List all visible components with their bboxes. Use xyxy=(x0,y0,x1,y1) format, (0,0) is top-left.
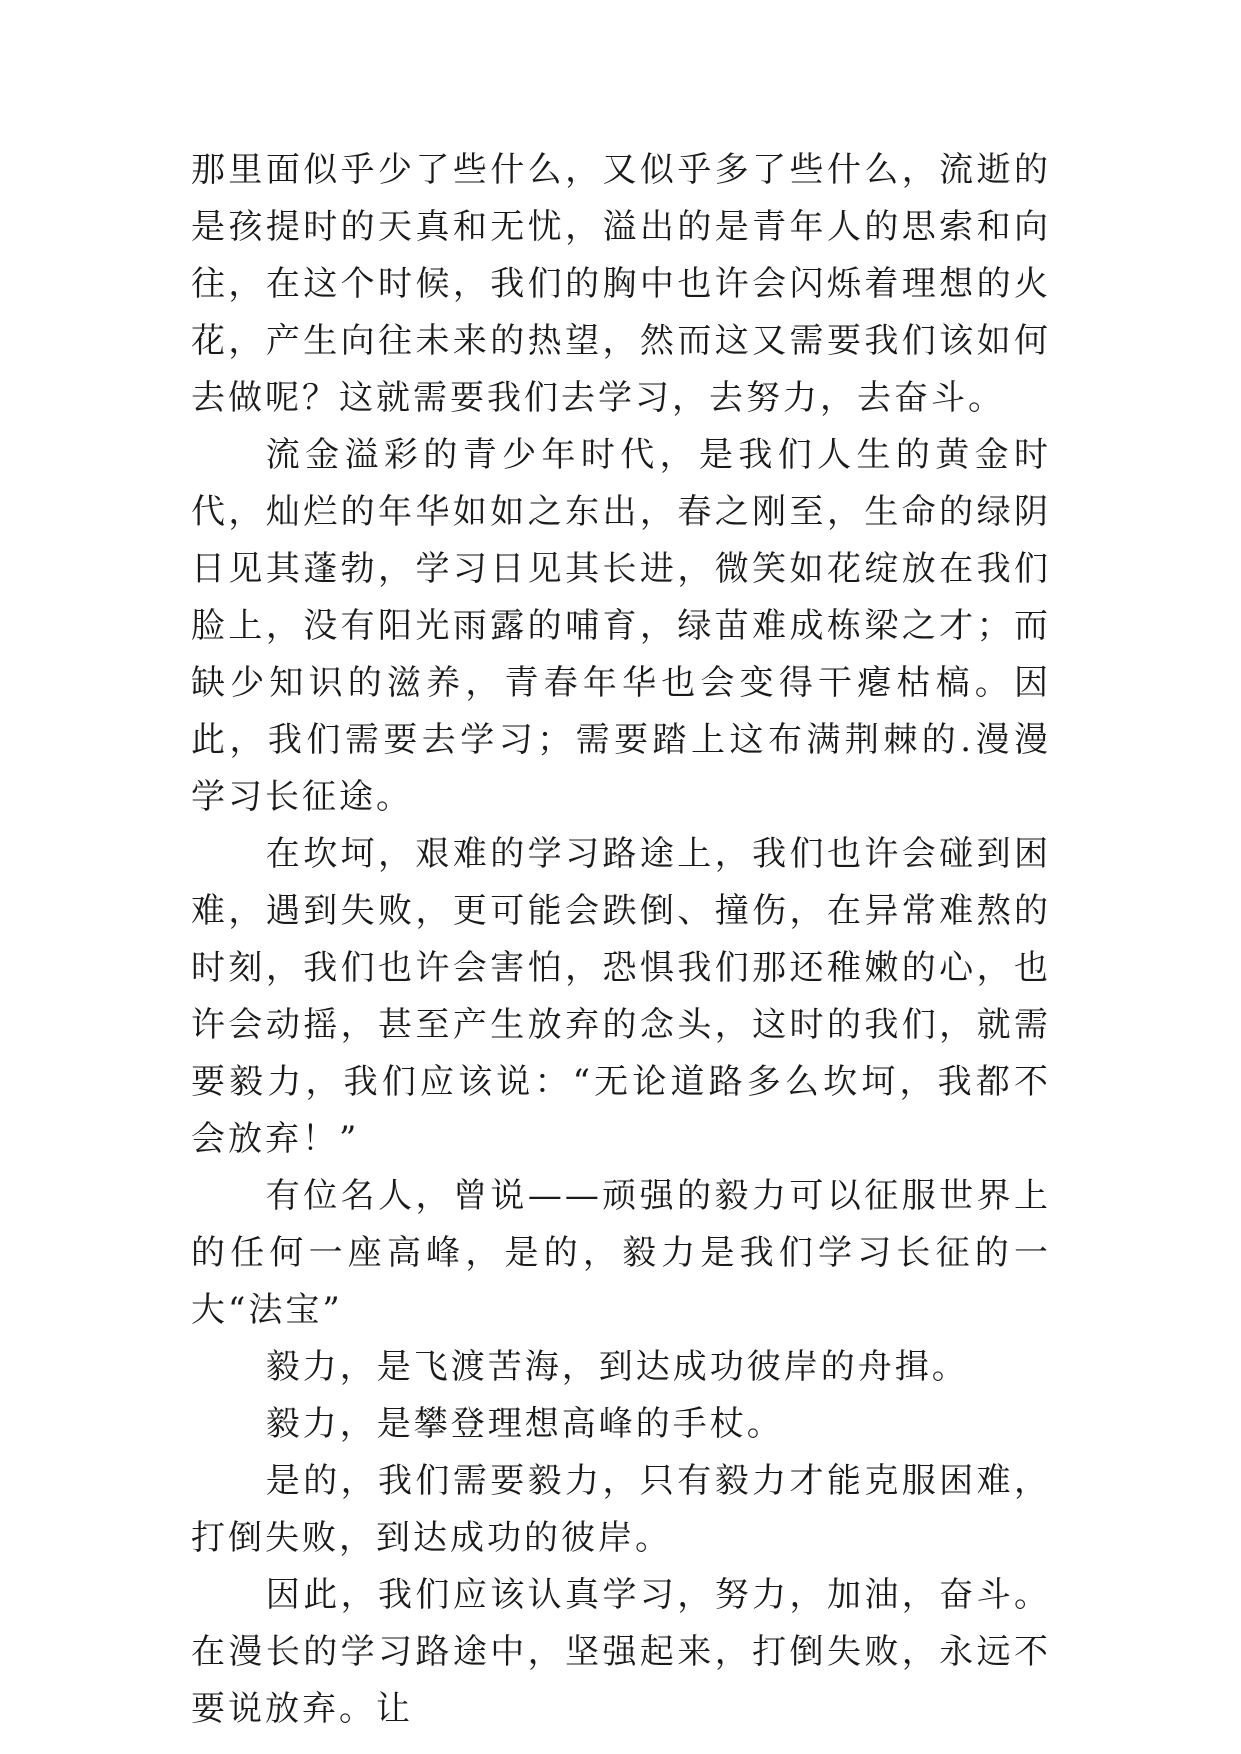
paragraph-2: 流金溢彩的青少年时代，是我们人生的黄金时代，灿烂的年华如如之东出，春之刚至，生命的绿阴日见其蓬勃，学习日见其长进，微笑如花绽放在我们脸上，没有阳光雨露的哺育，绿苗难成栋梁之才；而缺少知识的滋养，青春年华也会变得干瘪枯槁。因此，我们需要去学习；需要踏上这布满荆棘的.漫漫学习长征途。 xyxy=(191,435,1051,817)
paragraph-1: 那里面似乎少了些什么，又似乎多了些什么，流逝的是孩提时的天真和无忧，溢出的是青年人的思索和向往，在这个时候，我们的胸中也许会闪烁着理想的火花，产生向往未来的热望，然而这又需要我们该如何去做呢？这就需要我们去学习，去努力，去奋斗。 xyxy=(191,150,1051,418)
paragraph-7: 是的，我们需要毅力，只有毅力才能克服困难，打倒失败，到达成功的彼岸。 xyxy=(191,1461,1051,1558)
document-body xyxy=(191,142,1051,1738)
paragraph-3: 在坎坷，艰难的学习路途上，我们也许会碰到困难，遇到失败，更可能会跌倒、撞伤，在异常难熬的时刻，我们也许会害怕，恐惧我们那还稚嫩的心，也许会动摇，甚至产生放弃的念头，这时的我们，就需要毅力，我们应该说：“无论道路多么坎坷，我都不会放弃！” xyxy=(191,834,1051,1159)
paragraph-8: 因此，我们应该认真学习，努力，加油，奋斗。在漫长的学习路途中，坚强起来，打倒失败，永远不要说放弃。让 xyxy=(191,1575,1051,1729)
paragraph-4: 有位名人，曾说——顽强的毅力可以征服世界上的任何一座高峰，是的，毅力是我们学习长征的一大“法宝” xyxy=(191,1176,1051,1330)
paragraph-5: 毅力，是飞渡苦海，到达成功彼岸的舟揖。 xyxy=(265,1347,969,1387)
paragraph-6: 毅力，是攀登理想高峰的手杖。 xyxy=(265,1404,784,1444)
